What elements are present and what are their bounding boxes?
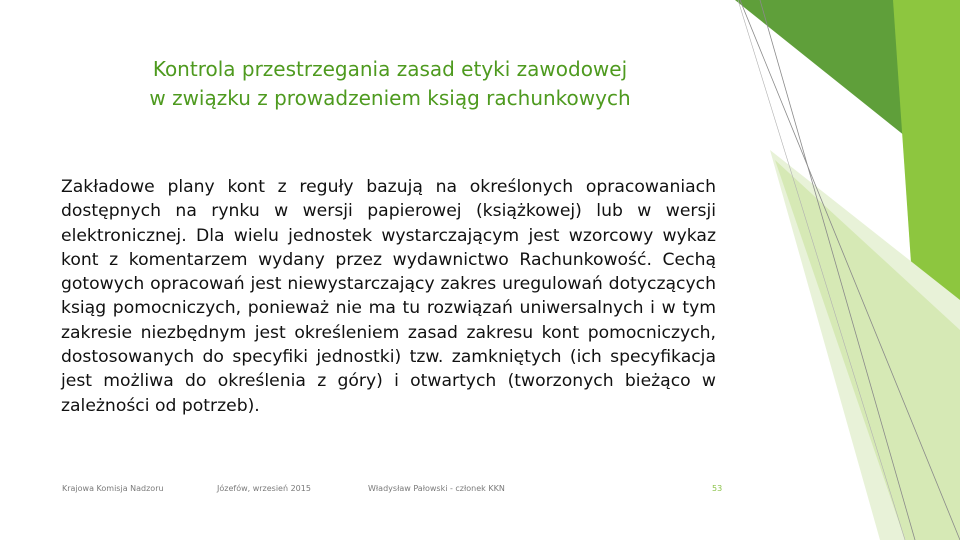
footer-place-date: Józefów, wrzesień 2015 bbox=[217, 484, 311, 493]
footer-organization: Krajowa Komisja Nadzoru bbox=[62, 484, 164, 493]
title-line-2: w związku z prowadzeniem ksiąg rachunkowych bbox=[149, 86, 631, 110]
slide-title bbox=[90, 55, 690, 113]
footer-author: Władysław Pałowski - członek KKN bbox=[368, 484, 505, 493]
body-paragraph: Zakładowe plany kont z reguły bazują na określonych opracowaniach dostępnych na rynku w wersji papierowej (książkowej) lub w wersji elektronicznej. Dla wielu jednostek wystarczającym jest wzorcowy wykaz kont z komentarzem wydany przez wydawnictwo Rachunkowość. Cechą gotowych opracowań jest niewystarczający zakres uregulowań dotyczących ksiąg pomocniczych, ponieważ nie ma tu rozwiązań uniwersalnych i w tym zakresie niezbędnym jest określeniem zasad zakresu kont pomocniczych, dostosowanych do specyfiki jednostki) tzw. zamkniętych (ich specyfikacja jest możliwa do określenia z góry) i otwartych (tworzonych bieżąco w zależności od potrzeb). bbox=[61, 177, 716, 416]
page-number: 53 bbox=[712, 484, 723, 493]
title-line-1: Kontrola przestrzegania zasad etyki zawodowej bbox=[152, 57, 628, 81]
